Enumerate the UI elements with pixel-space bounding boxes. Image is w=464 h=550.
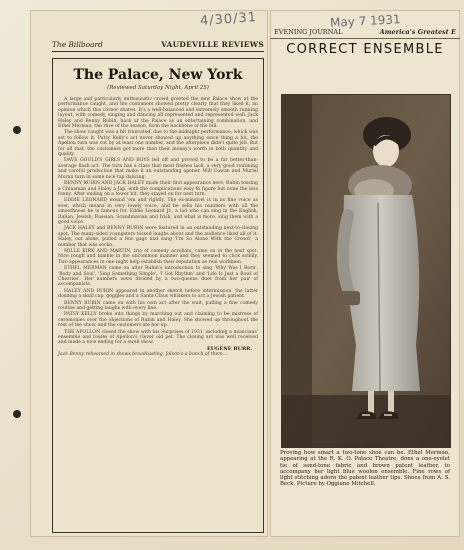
review-article [52,58,264,533]
evening-journal-clipping [270,10,460,537]
handwritten-date-right: May 7 1931 [329,12,401,30]
article-paragraph: PATSY KELLY broke into things by marching out and claiming to be mistress of ceremonies over the objections of Rubin and Haley. She showed up throughout the rest of the show, and the customers ate her up. [58,312,258,329]
article-footer: Jack Benny rehearsed in shows broadcasting. Jolson's a bunch of them... [58,352,228,358]
photo-caption: Proving how smart a two-tone shoe can be. Ethel Merman, appearing at the R. K. O. Palace Theatre, dons a one-eyelet tie of sand-tone fabric and brown patent leather, to accompany her light blue woolen ensemble. Fine rows of light stitching adorn the patent leather tips. Shoes from A. S. Beck. Picture by Oggiano Mitchell. [280,450,450,488]
handwritten-date-left: 4/30/31 [199,10,258,29]
article-body [58,97,258,358]
article-paragraph: BENNY RUBIN came on with his own act after the wait, pulling a fine comedy routine and getting laughs with every line. [58,300,258,312]
article-paragraph: ETHEL MERMAN came on after Rubin's introduction to sing 'Why Was I Born', 'Body and Soul', 'Sing Something Simple', 'I Got Rhythm' and 'Life Is Just a Bowl of Cherries'. Her numbers were divided by a two-queens duet from her pair of accompanists. [58,266,258,288]
ethel-merman-photo [281,94,451,448]
photo-headline: CORRECT ENSEMBLE [286,42,444,57]
article-paragraph: JACK HALEY and BENNY RUBIN were featured in an outstanding next-to-closing spot. The many-sided youngsters tossed laughs about and the audience liked all of it. Haley, out alone, pulled a few gags and sang 'I'm So Alone With the Crowd', a number that was socko. [58,226,258,248]
article-paragraph: HALEY AND RUBIN appeared in another sketch before intermission, the latter donning a skull cap, goggles and a Santa Claus whiskers to act a Jewish patient. [58,288,258,300]
photo-illustration [282,95,450,447]
article-paragraph: BENNY RUBIN AND JACK HALEY made their first appearance here, Rubin tossing a Chinaman and Haley a Jap, with the complications easy to figure but none the less funny. After ending on a tower bit, they stayed on for next turn. [58,181,258,197]
article-subtitle: (Reviewed Saturday Night, April 25) [107,85,209,91]
journal-tagline: America's Greatest E [379,28,456,36]
article-title: The Palace, New York [73,67,243,83]
reviewer-signature: EUGENE BURR. [206,345,252,352]
article-paragraph: MILLE KIRK AND MARTIN, trio of comedy acrobats, came on in the next spot. Nice rough and tumble in the uncommon manner and they seemed to click solidly. Two appearances in one night help establish their reputation as real workmen. [58,248,258,265]
article-paragraph: The show caught was a bit truncated, due to the midnight performance, which was set to follow it. Patsy Kelly's act never showed up anything since thing a bit, the Apollon turn was cut by at least one number, and the afterpiece didn't quite jell. But for all that, the customers got more than their money's worth in both quantity and quality. [58,130,258,158]
binder-hole-top [13,126,21,134]
article-paragraph: THE APOLLON closed the show with his Surprises of 1931, including a musicians' ensemble and tosses of Apollon's clever old pet. The closing act was well received and made a nice ending for a swell show. [58,329,258,346]
journal-name: EVENING JOURNAL [274,28,343,36]
article-paragraph: A large and particularly enthusiastic crowd greeted the new Palace show at the performance caught, and the customers showed pretty clearly that they liked it, an opinion which this corner shares. It's a well-balanced and extremely smooth running layout, with comedy, singing and dancing all represented and represented well. Jack Haley and Benny Rubin, back at the Palace as an entertaining combination, and Ethel Merman, the rave of the season, form the backbone of the bill. [58,97,258,130]
publication-name: The Billboard [52,40,103,49]
article-paragraph: EDDIE LEONARD wound 'em and rightly. The ex-minstrel is in as fine voice as ever, which means in very lovely voice, and he sells his numbers with all the smoothness he is famous for. Eddie Leonard Jr., a lad who can sing in the English, Italian, Jewish, Russian, Scandinavian and Irish, and what is more, sing them with a good voice. [58,198,258,225]
journal-header [270,28,460,39]
billboard-header [52,40,264,52]
billboard-clipping [30,10,268,537]
section-title: VAUDEVILLE REVIEWS [161,40,264,49]
article-paragraph: DAVE GOULD'S GIRLS AND BOYS led off and proved to be a far better-than-average flash act. The turn has a class that most flashes lack, a very good routining and careful production that make it an outstanding opener. Will Cowan and Muriel Moran turn in some nice tap dancing. [58,158,258,180]
binder-hole-bottom [13,410,21,418]
